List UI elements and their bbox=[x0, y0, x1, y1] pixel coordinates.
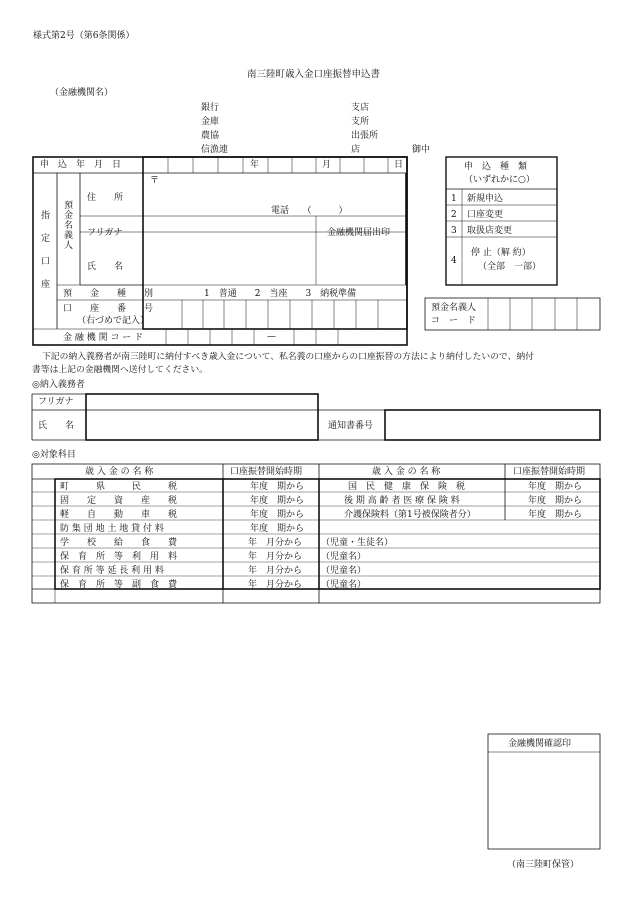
subject-name: 防 集 団 地 土 地 貸 付 料 bbox=[60, 524, 164, 534]
account-number-label: 口 座 番 号 bbox=[63, 304, 154, 314]
app-type-new[interactable]: 新規申込 bbox=[467, 194, 504, 204]
child-name-label: （児童・生徒名） bbox=[321, 538, 394, 548]
account-number-note: （右づめで記入） bbox=[77, 316, 150, 326]
subject-name: 保 育 所 等 延 長 利 用 料 bbox=[60, 566, 164, 576]
subject-name: 保 育 所 等 利 用 料 bbox=[60, 552, 178, 562]
col-start-right: 口座振替開始時期 bbox=[513, 467, 586, 477]
postal-mark: 〒 bbox=[150, 176, 160, 186]
subject-start: 年度 期から bbox=[250, 482, 305, 492]
col-name-right: 歳 入 金 の 名 称 bbox=[372, 467, 441, 477]
col-name-left: 歳 入 金 の 名 称 bbox=[85, 467, 154, 477]
child-name-label: （児童名） bbox=[321, 552, 367, 562]
subject-check-column[interactable] bbox=[32, 479, 55, 589]
statement-line-1: 下記の納入義務者が南三陸町に納付すべき歳入金について、私名義の口座からの口座振替の方法により納付したいので、納付 bbox=[42, 352, 534, 362]
app-type-branch-change[interactable]: 取扱店変更 bbox=[467, 226, 513, 236]
bank-type-nokyo: 農協 bbox=[201, 131, 220, 141]
branch-type-mise: 店 bbox=[351, 145, 361, 155]
statement-line-2: 書等は上記の金融機関へ送付してください。 bbox=[32, 365, 208, 375]
app-type-no-2: 2 bbox=[451, 210, 457, 220]
onchu-label: 御中 bbox=[412, 145, 431, 155]
subject-start: 年度 期から bbox=[528, 496, 583, 506]
app-type-stop-scope[interactable]: （全部 一部） bbox=[478, 262, 542, 272]
bank-type-shingyoren: 信漁連 bbox=[201, 145, 229, 155]
branch-type-shiten: 支店 bbox=[351, 103, 370, 113]
subject-name: 保 育 所 等 副 食 費 bbox=[60, 580, 178, 590]
obligor-furigana-field[interactable] bbox=[86, 394, 318, 410]
subject-name: 学 校 給 食 費 bbox=[60, 538, 178, 548]
designated-account-label: 指定口座 bbox=[39, 210, 49, 302]
subject-start: 年度 期から bbox=[250, 524, 305, 534]
bank-type-kinko: 金庫 bbox=[201, 117, 220, 127]
form-number: 様式第2号（第6条関係） bbox=[33, 31, 135, 41]
bank-code-field[interactable] bbox=[143, 329, 360, 345]
col-start-left: 口座振替開始時期 bbox=[230, 467, 303, 477]
app-type-no-3: 3 bbox=[451, 226, 457, 236]
subject-name: 軽 自 動 車 税 bbox=[60, 510, 178, 520]
subject-name: 町 県 民 税 bbox=[60, 482, 178, 492]
furigana-label: フリガナ bbox=[87, 228, 123, 238]
date-year-label: 年 bbox=[250, 160, 260, 170]
subject-start: 年 月分から bbox=[248, 552, 303, 562]
subject-start: 年 月分から bbox=[248, 566, 303, 576]
subject-start: 年度 期から bbox=[250, 496, 305, 506]
bank-code-dash: — bbox=[267, 332, 276, 342]
app-type-no-1: 1 bbox=[451, 194, 457, 204]
date-day-label: 日 bbox=[394, 160, 404, 170]
bank-confirm-seal-area[interactable] bbox=[488, 752, 600, 849]
obligor-name-label: 氏 名 bbox=[38, 421, 75, 431]
app-type-account-change[interactable]: 口座変更 bbox=[467, 210, 504, 220]
app-type-title: 申 込 種 類 bbox=[464, 162, 528, 172]
address-label: 住 所 bbox=[87, 193, 124, 203]
subject-start: 年 月分から bbox=[248, 580, 303, 590]
subject-start: 年度 期から bbox=[250, 510, 305, 520]
date-year-cell-3[interactable] bbox=[193, 157, 218, 173]
subject-start: 年度 期から bbox=[528, 482, 583, 492]
bank-name-label: （金融機関名） bbox=[50, 88, 114, 98]
bank-confirm-label: 金融機関確認印 bbox=[508, 739, 572, 749]
town-keep-note: （南三陸町保管） bbox=[507, 860, 580, 870]
obligor-section-label: ◎納入義務者 bbox=[32, 380, 85, 390]
subjects-section-label: ◎対象科目 bbox=[32, 450, 76, 460]
holder-code-label-1: 預金名義人 bbox=[431, 303, 477, 313]
obligor-furigana-label: フリガナ bbox=[38, 397, 74, 407]
app-type-subtitle: （いずれかに○） bbox=[464, 175, 535, 185]
account-holder-label: 預金名義人 bbox=[62, 200, 72, 250]
app-type-stop[interactable]: 停 止（解 約） bbox=[471, 248, 531, 258]
date-year-cell-1[interactable] bbox=[143, 157, 168, 173]
date-year-cell-2[interactable] bbox=[168, 157, 193, 173]
name-field[interactable] bbox=[143, 243, 316, 285]
subject-start: 年度 期から bbox=[528, 510, 583, 520]
holder-code-field[interactable] bbox=[488, 298, 600, 330]
branch-type-shutchosho: 出張所 bbox=[351, 131, 379, 141]
holder-code-label-2: コ ー ド bbox=[431, 316, 477, 326]
page-title: 南三陸町歳入金口座振替申込書 bbox=[247, 69, 381, 80]
notice-number-field[interactable] bbox=[385, 410, 600, 440]
furigana-field[interactable] bbox=[143, 216, 316, 232]
phone-label: 電話 （ ） bbox=[271, 206, 348, 216]
name-label: 氏 名 bbox=[87, 262, 124, 272]
bank-code-label: 金 融 機 関 コ ー ド bbox=[63, 333, 144, 343]
notice-number-label: 通知書番号 bbox=[328, 421, 374, 431]
deposit-type-label: 預 金 種 別 bbox=[63, 289, 154, 299]
bank-seal-area[interactable] bbox=[316, 243, 406, 285]
bank-type-bank: 銀行 bbox=[201, 103, 220, 113]
branch-type-shisho: 支所 bbox=[351, 117, 370, 127]
child-name-label: （児童名） bbox=[321, 580, 367, 590]
subject-name: 介護保険料（第1号被保険者分） bbox=[344, 510, 476, 520]
date-year-cell-4[interactable] bbox=[218, 157, 243, 173]
date-month-label: 月 bbox=[322, 160, 332, 170]
obligor-name-field[interactable] bbox=[86, 410, 318, 440]
subject-name: 後 期 高 齢 者 医 療 保 険 料 bbox=[344, 496, 460, 506]
subject-name: 国 民 健 康 保 険 税 bbox=[348, 482, 466, 492]
account-number-field[interactable] bbox=[160, 300, 400, 329]
subject-start: 年 月分から bbox=[248, 538, 303, 548]
subject-name: 固 定 資 産 税 bbox=[60, 496, 178, 506]
app-type-no-4: 4 bbox=[451, 256, 457, 266]
child-name-label: （児童名） bbox=[321, 566, 367, 576]
application-date-label: 申 込 年 月 日 bbox=[40, 160, 122, 170]
deposit-type-options[interactable]: 1 普通 2 当座 3 納税準備 bbox=[204, 289, 357, 299]
bank-seal-label: 金融機関届出印 bbox=[327, 228, 391, 238]
